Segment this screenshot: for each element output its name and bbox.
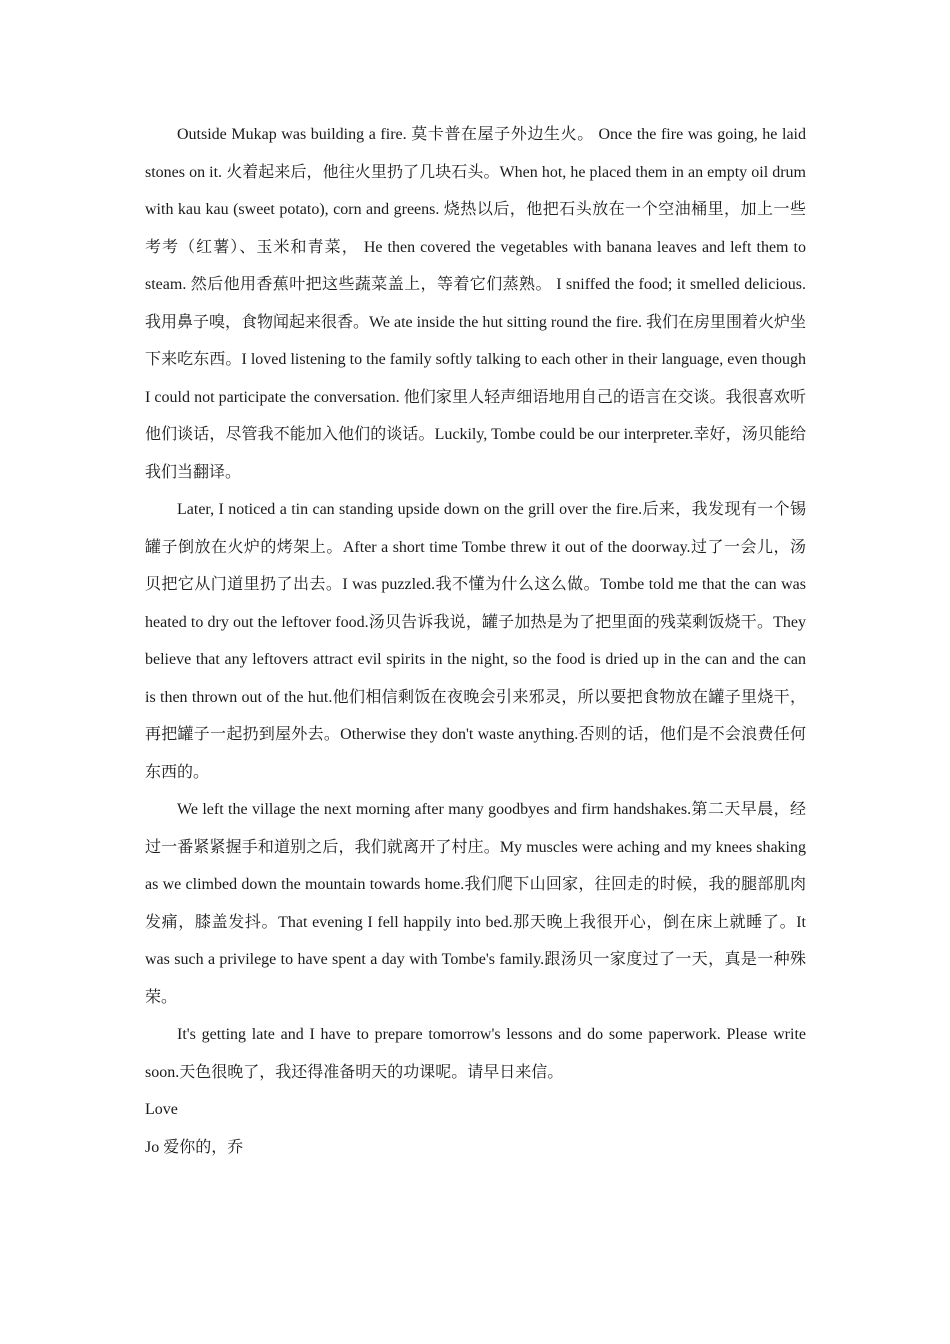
paragraph-1: Outside Mukap was building a fire. 莫卡普在屋子外边生火。 Once the fire was going, he laid stones on it. 火着起来后，他往火里扔了几块石头。When hot, he placed them in an empty oil drum with kau kau (sweet potato), corn and greens. 烧热以后，他把石头放在一个空油桶里，加上一些考考（红薯）、玉米和青菜， He then covered the vegetables with banana leaves and left them to steam. 然后他用香蕉叶把这些蔬菜盖上，等着它们蒸熟。 I sniffed the food; it smelled delicious. 我用鼻子嗅，食物闻起来很香。We ate inside the hut sitting round the fire. 我们在房里围着火炉坐下来吃东西。I loved listening to the family softly talking to each other in their language, even though I could not participate the conversation. 他们家里人轻声细语地用自己的语言在交谈。我很喜欢听他们谈话，尽管我不能加入他们的谈话。Luckily, Tombe could be our interpreter.幸好，汤贝能给我们当翻译。 [145, 126, 806, 481]
letter-body [145, 116, 806, 1166]
signature: Jo 爱你的，乔 [145, 1138, 244, 1156]
paragraph-3: We left the village the next morning after many goodbyes and firm handshakes.第二天早晨，经过一番紧紧握手和道别之后，我们就离开了村庄。My muscles were aching and my knees shaking as we climbed down the mountain towards home.我们爬下山回家，往回走的时候，我的腿部肌肉发痛，膝盖发抖。That evening I fell happily into bed.那天晚上我很开心，倒在床上就睡了。It was such a privilege to have spent a day with Tombe's family.跟汤贝一家度过了一天，真是一种殊荣。 [145, 801, 806, 1006]
paragraph-2: Later, I noticed a tin can standing upside down on the grill over the fire.后来，我发现有一个锡罐子倒放在火炉的烤架上。After a short time Tombe threw it out of the doorway.过了一会儿，汤贝把它从门道里扔了出去。I was puzzled.我不懂为什么这么做。Tombe told me that the can was heated to dry out the leftover food.汤贝告诉我说，罐子加热是为了把里面的残菜剩饭烧干。They believe that any leftovers attract evil spirits in the night, so the food is dried up in the can and the can is then thrown out of the hut.他们相信剩饭在夜晚会引来邪灵，所以要把食物放在罐子里烧干，再把罐子一起扔到屋外去。Otherwise they don't waste anything.否则的话，他们是不会浪费任何东西的。 [145, 501, 806, 781]
closing-word: Love [145, 1101, 178, 1118]
paragraph-4: It's getting late and I have to prepare tomorrow's lessons and do some paperwork. Please write soon.天色很晚了，我还得准备明天的功课呢。请早日来信。 [145, 1026, 806, 1081]
